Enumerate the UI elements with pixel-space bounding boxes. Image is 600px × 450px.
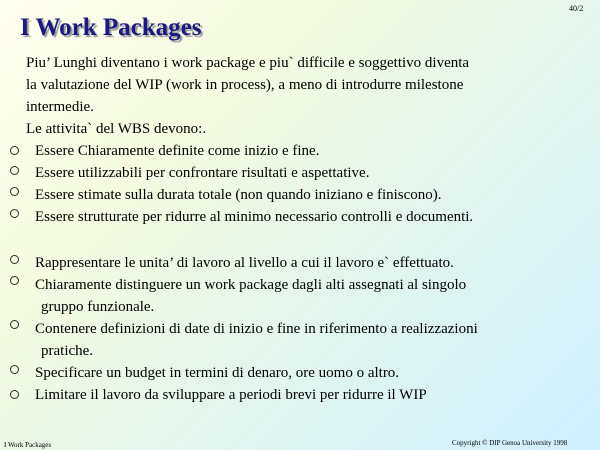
circle-bullet-icon [10, 209, 19, 218]
circle-bullet-icon [10, 255, 19, 264]
page-number: 40/2 [569, 4, 584, 13]
bullet-item: Contenere definizioni di date di inizio e fine in riferimento a realizzazioni [35, 321, 478, 337]
bullet-item: Essere strutturate per ridurre al minimo necessario controlli e documenti. [35, 209, 474, 225]
intro-line: Piu’ Lunghi diventano i work package e piu` difficile e soggettivo diventa [26, 55, 470, 71]
circle-bullet-icon [10, 320, 19, 329]
footer-title: I Work Packages [4, 441, 52, 449]
bullet-item: Essere Chiaramente definite come inizio e fine. [35, 143, 320, 159]
bullet-item: Essere utilizzabili per confrontare risultati e aspettative. [35, 165, 370, 181]
bullet-item: Chiaramente distinguere un work package dagli alti assegnati al singolo [35, 277, 467, 293]
footer-copyright: Copyright © DIP Genoa University 1998 [452, 439, 568, 447]
intro-line: la valutazione del WIP (work in process), a meno di introdurre milestone [26, 77, 464, 93]
bullet-item-continuation: pratiche. [41, 343, 94, 359]
circle-bullet-icon [10, 187, 19, 196]
circle-bullet-icon [10, 166, 19, 175]
bullet-item: Rappresentare le unita’ di lavoro al livello a cui il lavoro e` effettuato. [35, 255, 454, 271]
intro-line: intermedie. [26, 99, 94, 115]
intro-line: Le attivita` del WBS devono:. [26, 121, 207, 137]
bullet-item-continuation: gruppo funzionale. [41, 299, 155, 315]
circle-bullet-icon [10, 276, 19, 285]
circle-bullet-icon [10, 390, 19, 399]
bullet-item: Limitare il lavoro da sviluppare a periodi brevi per ridurre il WIP [35, 387, 427, 403]
bullet-item: Specificare un budget in termini di denaro, ore uomo o altro. [35, 365, 400, 381]
circle-bullet-icon [10, 146, 19, 155]
bullet-item: Essere stimate sulla durata totale (non quando iniziano e finiscono). [35, 187, 442, 203]
circle-bullet-icon [10, 365, 19, 374]
slide-title: I Work Packages [20, 14, 202, 41]
